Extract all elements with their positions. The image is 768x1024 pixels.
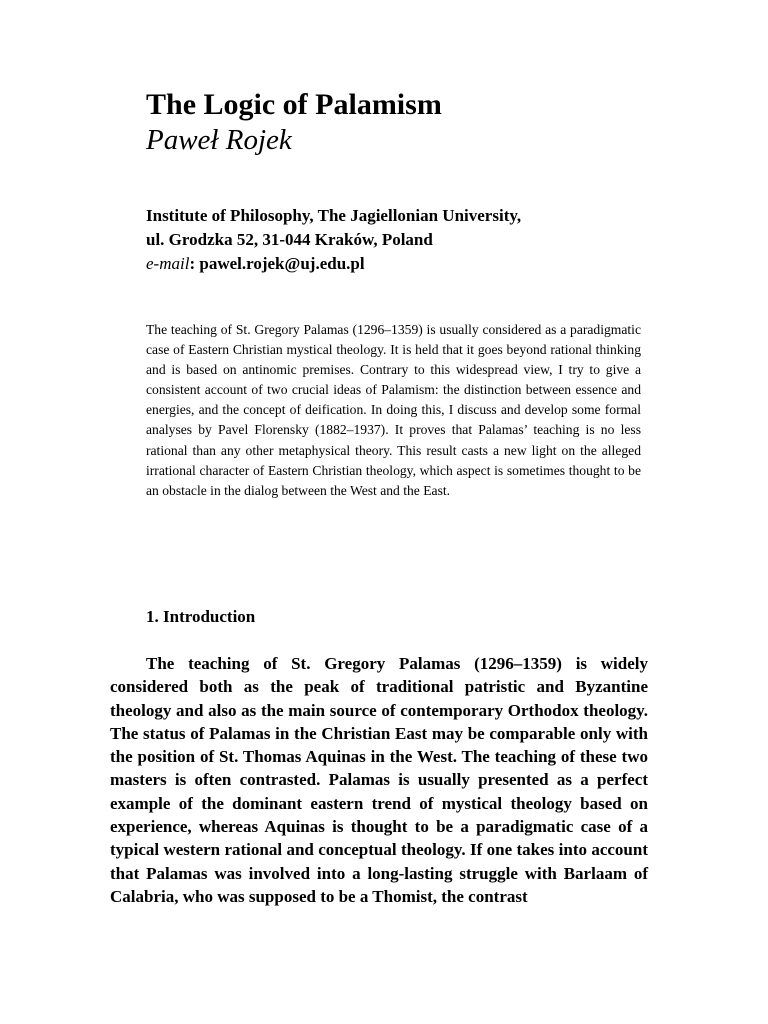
email-address[interactable]: pawel.rojek@uj.edu.pl bbox=[199, 254, 365, 273]
abstract: The teaching of St. Gregory Palamas (1296–1359) is usually considered as a paradigmatic case of Eastern Christian mystical theology. It is held that it goes beyond rational thinking and is based on antinomic premises. Contrary to this widespread view, I try to give a consistent account of two crucial ideas of Palamism: the distinction between essence and energies, and the concept of deification. In doing this, I discuss and develop some formal analyses by Pavel Florensky (1882–1937). It proves that Palamas’ teaching is no less rational than any other metaphysical theory. This result casts a new light on the alleged irrational character of Eastern Christian theology, which aspect is sometimes thought to be an obstacle in the dialog between the West and the East. bbox=[146, 322, 641, 498]
affiliation-institution: Institute of Philosophy, The Jagiellonian University, bbox=[146, 206, 522, 225]
section-heading-introduction: 1. Introduction bbox=[146, 607, 256, 626]
affiliation-email-line bbox=[146, 252, 521, 276]
paper-title: The Logic of Palamism bbox=[146, 88, 442, 121]
email-separator: : bbox=[189, 254, 200, 273]
author-affiliation bbox=[146, 204, 521, 276]
introduction-paragraph: The teaching of St. Gregory Palamas (1296–1359) is widely considered both as the peak of traditional patristic and Byzantine theology and also as the main source of contemporary Orthodox theology. The status of Palamas in the Christian East may be comparable only with the position of St. Thomas Aquinas in the West. The teaching of these two masters is often contrasted. Palamas is usually presented as a perfect example of the dominant eastern trend of mystical theology based on experience, whereas Aquinas is thought to be a paradigmatic case of a typical western rational and conceptual theology. If one takes into account that Palamas was involved into a long-lasting struggle with Barlaam of Calabria, who was supposed to be a Thomist, the contrast bbox=[110, 654, 648, 906]
email-label: e-mail bbox=[146, 254, 190, 273]
author-name: Paweł Rojek bbox=[146, 124, 292, 156]
affiliation-address: ul. Grodzka 52, 31-044 Kraków, Poland bbox=[146, 230, 433, 249]
